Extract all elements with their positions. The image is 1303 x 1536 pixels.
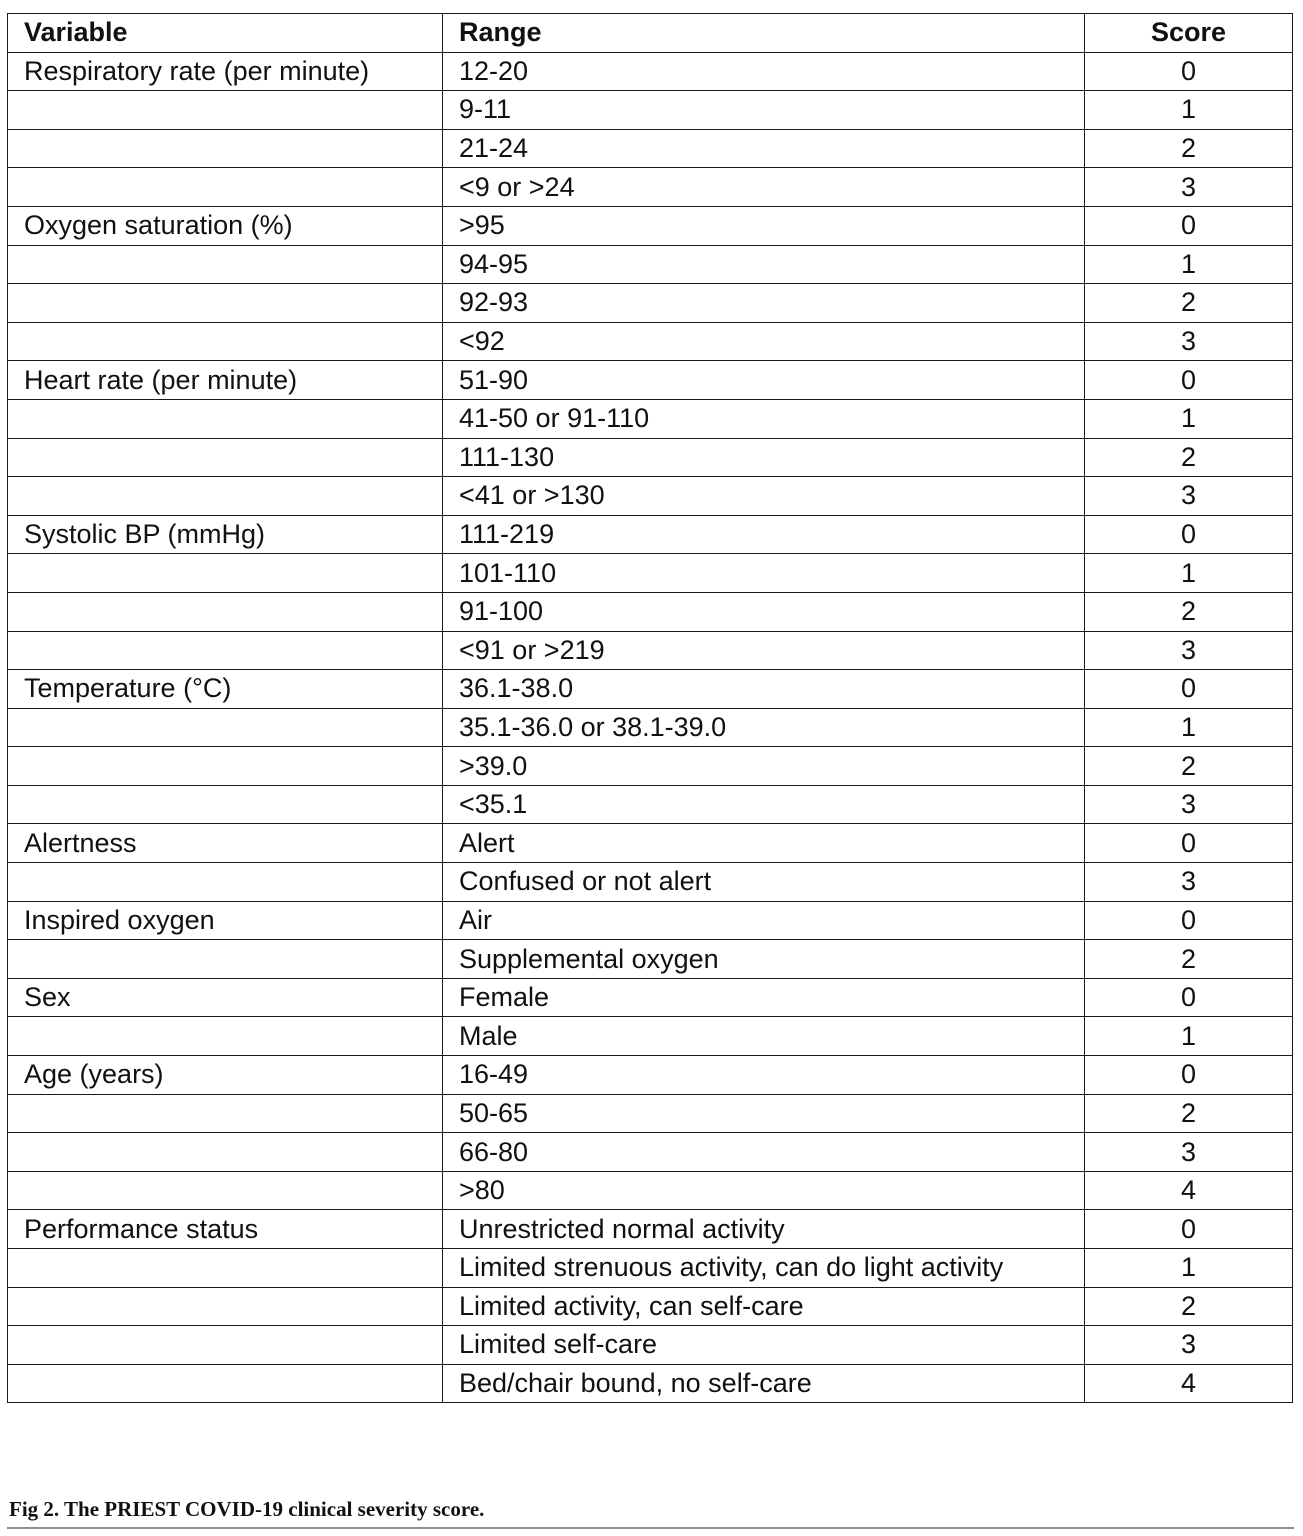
variable-cell	[8, 438, 443, 477]
table-row	[8, 978, 1293, 1017]
range-cell: >80	[443, 1171, 1085, 1210]
variable-cell	[8, 1287, 443, 1326]
range-cell: <41 or >130	[443, 477, 1085, 516]
variable-cell	[8, 747, 443, 786]
table-row	[8, 477, 1293, 516]
range-cell: 12-20	[443, 52, 1085, 91]
table-row	[8, 863, 1293, 902]
table-row	[8, 670, 1293, 709]
score-cell: 4	[1085, 1364, 1293, 1403]
score-cell: 2	[1085, 940, 1293, 979]
table-row	[8, 91, 1293, 130]
variable-cell: Performance status	[8, 1210, 443, 1249]
variable-cell	[8, 399, 443, 438]
score-cell: 1	[1085, 1249, 1293, 1288]
variable-cell: Oxygen saturation (%)	[8, 206, 443, 245]
range-cell: 9-11	[443, 91, 1085, 130]
table-row	[8, 1249, 1293, 1288]
range-cell: >95	[443, 206, 1085, 245]
score-cell: 1	[1085, 245, 1293, 284]
table-row	[8, 515, 1293, 554]
variable-cell: Sex	[8, 978, 443, 1017]
variable-cell: Age (years)	[8, 1056, 443, 1095]
range-cell: 111-219	[443, 515, 1085, 554]
table-row	[8, 361, 1293, 400]
table-row	[8, 785, 1293, 824]
score-cell: 3	[1085, 477, 1293, 516]
range-cell: 101-110	[443, 554, 1085, 593]
table-row	[8, 399, 1293, 438]
range-cell: Limited self-care	[443, 1326, 1085, 1365]
score-cell: 3	[1085, 631, 1293, 670]
range-cell: Alert	[443, 824, 1085, 863]
table-header-row	[8, 14, 1293, 53]
header-variable: Variable	[8, 14, 443, 53]
variable-cell: Heart rate (per minute)	[8, 361, 443, 400]
range-cell: Limited activity, can self-care	[443, 1287, 1085, 1326]
score-table-container	[7, 13, 1292, 1403]
variable-cell	[8, 592, 443, 631]
table-row	[8, 901, 1293, 940]
table-row	[8, 1094, 1293, 1133]
table-row	[8, 1133, 1293, 1172]
variable-cell: Temperature (°C)	[8, 670, 443, 709]
range-cell: Bed/chair bound, no self-care	[443, 1364, 1085, 1403]
range-cell: >39.0	[443, 747, 1085, 786]
score-cell: 3	[1085, 168, 1293, 207]
table-row	[8, 940, 1293, 979]
score-cell: 0	[1085, 978, 1293, 1017]
score-cell: 0	[1085, 670, 1293, 709]
table-row	[8, 1287, 1293, 1326]
table-row	[8, 1210, 1293, 1249]
table-row	[8, 129, 1293, 168]
priest-score-table	[7, 13, 1293, 1403]
range-cell: <92	[443, 322, 1085, 361]
variable-cell	[8, 284, 443, 323]
table-row	[8, 1171, 1293, 1210]
score-cell: 0	[1085, 1210, 1293, 1249]
score-cell: 3	[1085, 863, 1293, 902]
variable-cell: Alertness	[8, 824, 443, 863]
variable-cell	[8, 245, 443, 284]
score-cell: 0	[1085, 824, 1293, 863]
score-cell: 2	[1085, 747, 1293, 786]
score-cell: 2	[1085, 284, 1293, 323]
range-cell: 36.1-38.0	[443, 670, 1085, 709]
table-row	[8, 52, 1293, 91]
score-cell: 1	[1085, 399, 1293, 438]
score-cell: 2	[1085, 592, 1293, 631]
score-cell: 1	[1085, 91, 1293, 130]
table-row	[8, 206, 1293, 245]
variable-cell	[8, 1326, 443, 1365]
table-row	[8, 631, 1293, 670]
table-row	[8, 1326, 1293, 1365]
figure-caption: Fig 2. The PRIEST COVID-19 clinical severity score.	[9, 1497, 485, 1521]
range-cell: 21-24	[443, 129, 1085, 168]
table-row	[8, 592, 1293, 631]
table-row	[8, 747, 1293, 786]
range-cell: 41-50 or 91-110	[443, 399, 1085, 438]
score-cell: 3	[1085, 1133, 1293, 1172]
score-cell: 4	[1085, 1171, 1293, 1210]
range-cell: Supplemental oxygen	[443, 940, 1085, 979]
variable-cell	[8, 168, 443, 207]
variable-cell	[8, 554, 443, 593]
variable-cell	[8, 1094, 443, 1133]
variable-cell	[8, 708, 443, 747]
variable-cell: Inspired oxygen	[8, 901, 443, 940]
score-cell: 2	[1085, 1094, 1293, 1133]
table-row	[8, 708, 1293, 747]
score-cell: 0	[1085, 206, 1293, 245]
range-cell: Unrestricted normal activity	[443, 1210, 1085, 1249]
range-cell: <35.1	[443, 785, 1085, 824]
range-cell: 91-100	[443, 592, 1085, 631]
score-cell: 3	[1085, 322, 1293, 361]
score-cell: 0	[1085, 901, 1293, 940]
range-cell: 16-49	[443, 1056, 1085, 1095]
header-range: Range	[443, 14, 1085, 53]
variable-cell	[8, 863, 443, 902]
table-row	[8, 554, 1293, 593]
range-cell: 35.1-36.0 or 38.1-39.0	[443, 708, 1085, 747]
score-cell: 2	[1085, 1287, 1293, 1326]
score-cell: 0	[1085, 52, 1293, 91]
score-cell: 1	[1085, 708, 1293, 747]
range-cell: <9 or >24	[443, 168, 1085, 207]
table-row	[8, 1056, 1293, 1095]
caption-divider	[7, 1527, 1294, 1529]
table-row	[8, 824, 1293, 863]
table-row	[8, 245, 1293, 284]
score-cell: 0	[1085, 1056, 1293, 1095]
score-cell: 3	[1085, 1326, 1293, 1365]
range-cell: Limited strenuous activity, can do light activity	[443, 1249, 1085, 1288]
table-row	[8, 438, 1293, 477]
variable-cell	[8, 940, 443, 979]
variable-cell	[8, 785, 443, 824]
table-row	[8, 322, 1293, 361]
variable-cell	[8, 477, 443, 516]
variable-cell	[8, 322, 443, 361]
table-row	[8, 1017, 1293, 1056]
range-cell: <91 or >219	[443, 631, 1085, 670]
score-cell: 2	[1085, 438, 1293, 477]
header-score: Score	[1085, 14, 1293, 53]
score-cell: 1	[1085, 1017, 1293, 1056]
variable-cell: Systolic BP (mmHg)	[8, 515, 443, 554]
table-row	[8, 1364, 1293, 1403]
variable-cell	[8, 1364, 443, 1403]
variable-cell	[8, 1017, 443, 1056]
variable-cell	[8, 91, 443, 130]
table-body	[8, 52, 1293, 1403]
score-cell: 2	[1085, 129, 1293, 168]
range-cell: 92-93	[443, 284, 1085, 323]
score-cell: 0	[1085, 515, 1293, 554]
range-cell: Confused or not alert	[443, 863, 1085, 902]
range-cell: 94-95	[443, 245, 1085, 284]
range-cell: Male	[443, 1017, 1085, 1056]
table-row	[8, 284, 1293, 323]
variable-cell	[8, 129, 443, 168]
score-cell: 1	[1085, 554, 1293, 593]
variable-cell: Respiratory rate (per minute)	[8, 52, 443, 91]
score-cell: 0	[1085, 361, 1293, 400]
variable-cell	[8, 1171, 443, 1210]
variable-cell	[8, 1133, 443, 1172]
range-cell: Air	[443, 901, 1085, 940]
score-cell: 3	[1085, 785, 1293, 824]
range-cell: 50-65	[443, 1094, 1085, 1133]
variable-cell	[8, 631, 443, 670]
range-cell: 51-90	[443, 361, 1085, 400]
table-row	[8, 168, 1293, 207]
variable-cell	[8, 1249, 443, 1288]
range-cell: 66-80	[443, 1133, 1085, 1172]
range-cell: 111-130	[443, 438, 1085, 477]
range-cell: Female	[443, 978, 1085, 1017]
